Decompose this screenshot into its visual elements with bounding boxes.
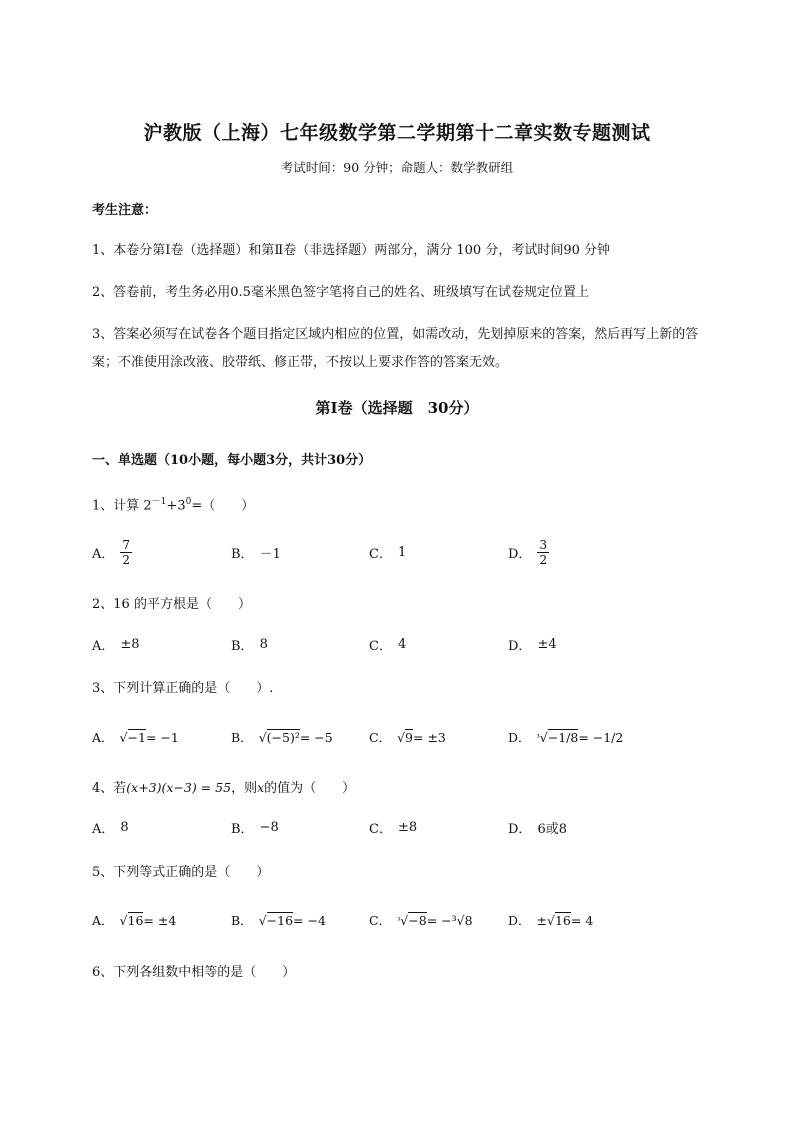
question-2-option-a[interactable]: A． ±8	[92, 636, 140, 654]
sqrt-sign: √	[119, 912, 128, 928]
sqrt-sign: √	[539, 729, 548, 745]
sqrt-sign: √	[400, 912, 409, 928]
sqrt-sign: √	[119, 729, 128, 745]
question-4-option-d[interactable]: D． 6或8	[508, 821, 567, 837]
question-3-option-a[interactable]: A． √ −1 = −1	[92, 729, 179, 745]
notice-item-2: 2、答卷前，考生务必用0.5毫米黑色签字笔将自己的姓名、班级填写在试卷规定位置上	[92, 285, 589, 300]
question-4-option-a[interactable]: A． 8	[92, 819, 129, 837]
question-6-stem: 6、下列各组数中相等的是（ ）	[92, 965, 296, 980]
question-1-option-c[interactable]: C． 1	[369, 544, 407, 562]
fraction: $\frac{7}{2}$	[122, 537, 131, 567]
question-5-option-b[interactable]: B． √ −16 = −4	[231, 912, 326, 928]
question-1-option-a[interactable]: A． $\frac{7}{2}$	[92, 537, 131, 567]
question-1-option-d[interactable]: D． $\frac{3}{2}$	[508, 537, 548, 567]
question-2-option-d[interactable]: D． ±4	[508, 636, 557, 654]
question-3-option-b[interactable]: B． √ (−5)² = −5	[231, 729, 333, 745]
question-3-options	[92, 720, 652, 754]
question-1-option-b[interactable]: B． －1	[231, 546, 281, 562]
question-2-option-c[interactable]: C． 4	[369, 636, 407, 654]
question-4-option-c[interactable]: C． ±8	[369, 819, 418, 837]
part-heading: 一、单选题（10小题，每小题3分，共计30分）	[92, 453, 372, 468]
page-title: 沪教版（上海）七年级数学第二学期第十二章实数专题测试	[143, 122, 651, 144]
question-5-stem: 5、下列等式正确的是（ ）	[92, 865, 270, 880]
sqrt-sign: √	[258, 729, 267, 745]
notice-heading: 考生注意：	[92, 203, 158, 218]
question-5-option-d[interactable]: D． ± √ 16 = 4	[508, 912, 594, 928]
question-5-option-a[interactable]: A． √ 16 = ±4	[92, 912, 177, 928]
question-2-option-b[interactable]: B． 8	[231, 636, 268, 654]
sqrt-sign: √	[547, 912, 555, 928]
sqrt-sign: √	[397, 729, 406, 745]
question-2-options	[92, 627, 652, 661]
section-title: 第Ⅰ卷（选择题 30分）	[315, 399, 479, 417]
notice-item-3: 3、答案必须写在试卷各个题目指定区域内相应的位置，如需改动，先划掉原来的答案，然后再写上新的答案；不准使用涂改液、胶带纸、修正带，不按以上要求作答的答案无效。	[92, 327, 699, 370]
question-4-options	[92, 810, 652, 844]
question-1-stem: 1、计算 $2^{-1}+3^0=$（ ）	[92, 497, 255, 514]
question-4-stem: 4、若(x+3)(x−3) = 55，则x的值为（ ）	[92, 780, 356, 796]
question-5-option-c[interactable]: C． ³ √ −8 = −³√8	[369, 912, 473, 928]
notice-item-1: 1、本卷分第Ⅰ卷（选择题）和第Ⅱ卷（非选择题）两部分，满分 100 分，考试时间90 分钟	[92, 243, 610, 258]
question-4-option-b[interactable]: B． −8	[231, 819, 279, 837]
page-subtitle: 考试时间：90 分钟；命题人：数学教研组	[280, 160, 514, 175]
question-3-option-d[interactable]: D． ³ √ −1/8 = −1/2	[508, 729, 624, 745]
question-3-option-c[interactable]: C． √ 9 = ±3	[369, 729, 446, 745]
question-5-options	[92, 903, 652, 937]
question-3-stem: 3、下列计算正确的是（ ）.	[92, 681, 274, 696]
question-1-options	[92, 535, 652, 569]
fraction: $\frac{3}{2}$	[539, 537, 548, 567]
sqrt-sign: √	[258, 912, 267, 928]
question-2-stem: 2、16 的平方根是（ ）	[92, 597, 251, 612]
